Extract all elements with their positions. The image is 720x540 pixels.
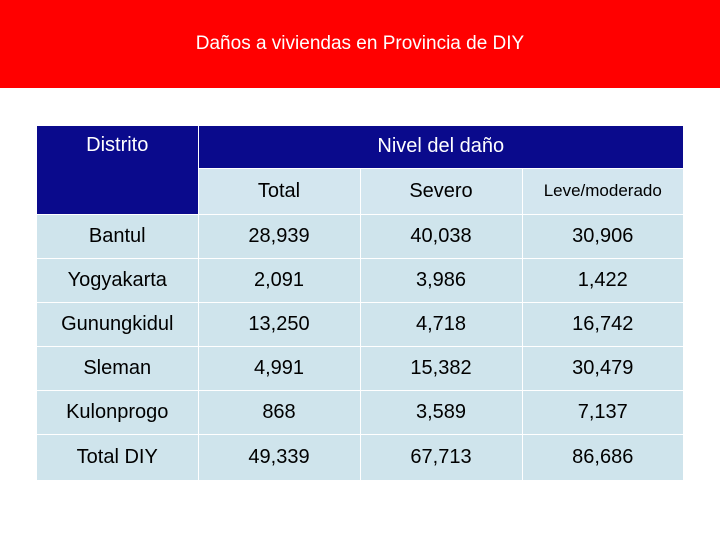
cell-severo: 67,713: [360, 434, 522, 480]
table-row-total: [37, 434, 683, 480]
cell-total: 2,091: [198, 258, 360, 302]
cell-leve: 86,686: [522, 434, 683, 480]
cell-severo: 4,718: [360, 302, 522, 346]
header-total: Total: [198, 168, 360, 214]
cell-severo: 40,038: [360, 214, 522, 258]
cell-total: 28,939: [198, 214, 360, 258]
header-nivel-del-dano: Nivel del daño: [198, 126, 683, 168]
cell-leve: 7,137: [522, 390, 683, 434]
cell-distrito: Sleman: [37, 346, 198, 390]
cell-distrito: Gunungkidul: [37, 302, 198, 346]
slide-title: Daños a viviendas en Provincia de DIY: [195, 33, 525, 54]
table-row: [37, 214, 683, 258]
cell-severo: 15,382: [360, 346, 522, 390]
cell-leve: 30,906: [522, 214, 683, 258]
table-row: [37, 302, 683, 346]
table-row: [37, 258, 683, 302]
cell-severo: 3,589: [360, 390, 522, 434]
table-row: [37, 346, 683, 390]
cell-distrito: Yogyakarta: [37, 258, 198, 302]
damage-table: [37, 126, 683, 480]
cell-total: 4,991: [198, 346, 360, 390]
cell-total: 49,339: [198, 434, 360, 480]
header-leve-moderado: Leve/moderado: [522, 168, 683, 214]
cell-distrito: Bantul: [37, 214, 198, 258]
cell-distrito: Kulonprogo: [37, 390, 198, 434]
table-row: [37, 390, 683, 434]
header-distrito: Distrito: [37, 126, 198, 214]
cell-total: 868: [198, 390, 360, 434]
cell-leve: 30,479: [522, 346, 683, 390]
cell-leve: 1,422: [522, 258, 683, 302]
cell-leve: 16,742: [522, 302, 683, 346]
cell-severo: 3,986: [360, 258, 522, 302]
cell-distrito: Total DIY: [37, 434, 198, 480]
header-severo: Severo: [360, 168, 522, 214]
title-banner: [0, 0, 720, 88]
cell-total: 13,250: [198, 302, 360, 346]
